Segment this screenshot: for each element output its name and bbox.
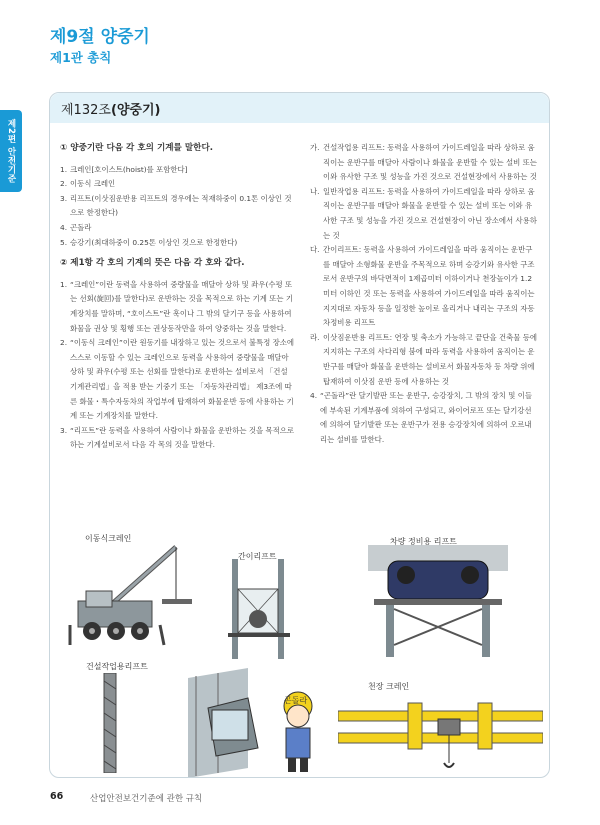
item-text: 건설작업용 리프트: 동력을 사용하여 가이드레일을 따라 상하로 움직이는 운반구를 매달아 사람이나 화물을 운반할 수 있는 설비 또는 이와 유사한 구조 및 성능을 가진 것으로 건설현장에서 사용하는 것 [323, 143, 537, 182]
article-number: 제132조 [61, 103, 111, 118]
list-item [60, 192, 294, 221]
item-number: 1. [60, 164, 68, 174]
list-item [310, 389, 538, 447]
hoist-crane-caption: 천장 크레인 [368, 682, 410, 691]
item-text: 크레인[호이스트(hoist)를 포함한다] [70, 164, 188, 174]
item-number: 4. [310, 391, 318, 401]
gondola-illustration [188, 668, 338, 778]
hoist-crane-illustration [338, 693, 543, 775]
section-title: 제9절 양중기 [50, 27, 150, 47]
list-item [60, 177, 294, 192]
item-text: 일반작업용 리프트: 동력을 사용하여 가이드레일을 따라 상하로 움직이는 운반구를 매달아 화물을 운반할 수 있는 설비 또는 이와 유사한 구조 및 성능을 가진 것으로 건설현장이 아닌 장소에서 사용하는 것 [323, 186, 537, 240]
construction-lift-illustration [90, 673, 130, 773]
item-number: 2. [60, 338, 68, 348]
item-number: 2. [60, 179, 68, 189]
left-column [60, 141, 294, 453]
paragraph-1-heading: ① 양중기란 다음 각 호의 기계를 말한다. [60, 143, 214, 153]
list-item [60, 163, 294, 178]
item-number: 가. [310, 143, 320, 152]
construction-lift-caption: 건설작업용리프트 [86, 662, 148, 671]
article-card [49, 92, 550, 778]
item-number: 4. [60, 222, 68, 232]
item-text: 승강기(최대하중이 0.25톤 이상인 것으로 한정한다) [70, 237, 238, 247]
list-item [60, 424, 294, 453]
simple-lift-illustration [228, 559, 290, 659]
list-item [60, 236, 294, 251]
list-item [60, 278, 294, 336]
item-text: 이동식 크레인 [70, 179, 116, 189]
subsection-title: 제1관 총칙 [50, 50, 112, 65]
item-number: 3. [60, 193, 68, 203]
item-number: 5. [60, 237, 68, 247]
car-lift-illustration [368, 545, 508, 657]
item-number: 나. [310, 186, 320, 196]
item-number: 3. [60, 425, 68, 435]
page-number: 66 [50, 791, 64, 802]
book-title: 산업안전보건기준에 관한 규칙 [90, 794, 203, 804]
item-text: 간이리프트: 동력을 사용하여 가이드레일을 따라 움직이는 운반구를 매달아 소형화물 운반을 주목적으로 하며 승강기와 유사한 구조로서 운반구의 바닥면적이 1제곱미터 이하이거나 천장높이가 1.2미터 이하인 것 또는 동력을 사용하여 가이드레일을 따라 움직이는 지지대로 자동차 등을 일정한 높이로 올리거나 내리는 구조의 자동차정비용 리프트 [323, 245, 535, 328]
item-number: 다. [310, 245, 320, 255]
item-text: “곤돌라”란 달기발판 또는 운반구, 승강장치, 그 밖의 장치 및 이들에 부속된 기계부품에 의하여 구성되고, 와이어로프 또는 달기강선에 의하여 달기발판 또는 운반구가 전용 승강장치에 의하여 오르내리는 설비를 말한다. [320, 391, 532, 444]
list-item [310, 331, 538, 389]
side-tab-label: 제2편 안전기준 [6, 119, 16, 183]
lift-types-list [310, 141, 538, 389]
item-text: 이삿짐운반용 리프트: 연장 및 축소가 가능하고 끝단을 건축물 등에 지지하는 구조의 사다리형 붐에 따라 동력을 사용하여 움직이는 운반구를 매달아 화물을 운반하는 설비로서 화물자동차 등 차량 위에 탑재하여 이삿짐 운반 등에 사용하는 것 [323, 332, 538, 386]
list-item [60, 221, 294, 236]
article-header [50, 93, 549, 123]
list-item [310, 243, 538, 331]
item-number: 1. [60, 279, 68, 289]
gondola-caption: 곤돌라 [284, 696, 308, 705]
article-name: (양중기) [110, 103, 161, 118]
side-tab [0, 110, 22, 192]
list-item [60, 336, 294, 424]
simple-lift-caption: 간이리프트 [238, 552, 277, 561]
mobile-crane-caption: 이동식크레인 [85, 534, 132, 543]
item-text: 곤돌라 [70, 222, 92, 232]
paragraph-1-list [60, 163, 294, 251]
paragraph-2-heading: ② 제1항 각 호의 기계의 뜻은 다음 각 호와 같다. [60, 258, 245, 269]
item-number: 라. [310, 332, 320, 342]
article-title [61, 99, 161, 118]
car-lift-caption: 차량 정비용 리프트 [390, 537, 457, 546]
list-item [310, 185, 538, 243]
item-text: “크레인”이란 동력을 사용하여 중량물을 매달아 상하 및 좌우(수평 또는 선회(旋回)를 말한다)로 운반하는 것을 목적으로 하는 기계 또는 기계장치를 말하며, “호이스트”란 훅이나 그 밖의 달기구 등을 사용하여 화물을 권상 및 횡행 또는 권상동작만을 하여 양중하는 것을 말한다. [70, 279, 294, 333]
paragraph-2-list [60, 278, 294, 453]
item-text: “이동식 크레인”이란 원동기를 내장하고 있는 것으로서 불특정 장소에 스스로 이동할 수 있는 크레인으로 동력을 사용하여 중량물을 매달아 상하 및 좌우(수평 또는 선회를 말한다)로 운반하는 설비로서 「건설기계관리법」을 적용 받는 기중기 또는 「자동차관리법」 제3조에 따른 화물・특수자동차의 작업부에 탑재하여 화물운반 등에 사용하는 기계 또는 기계장치를 말한다. [70, 338, 295, 421]
item-text: “리프트”란 동력을 사용하여 사람이나 화물을 운반하는 것을 목적으로 하는 기계설비로서 다음 각 목의 것을 말한다. [70, 425, 295, 450]
item-text: 리프트(이삿짐운반용 리프트의 경우에는 적재하중이 0.1톤 이상인 것으로 한정한다) [70, 193, 292, 218]
mobile-crane-illustration [64, 541, 194, 651]
right-column [310, 141, 538, 447]
list-item [310, 141, 538, 185]
